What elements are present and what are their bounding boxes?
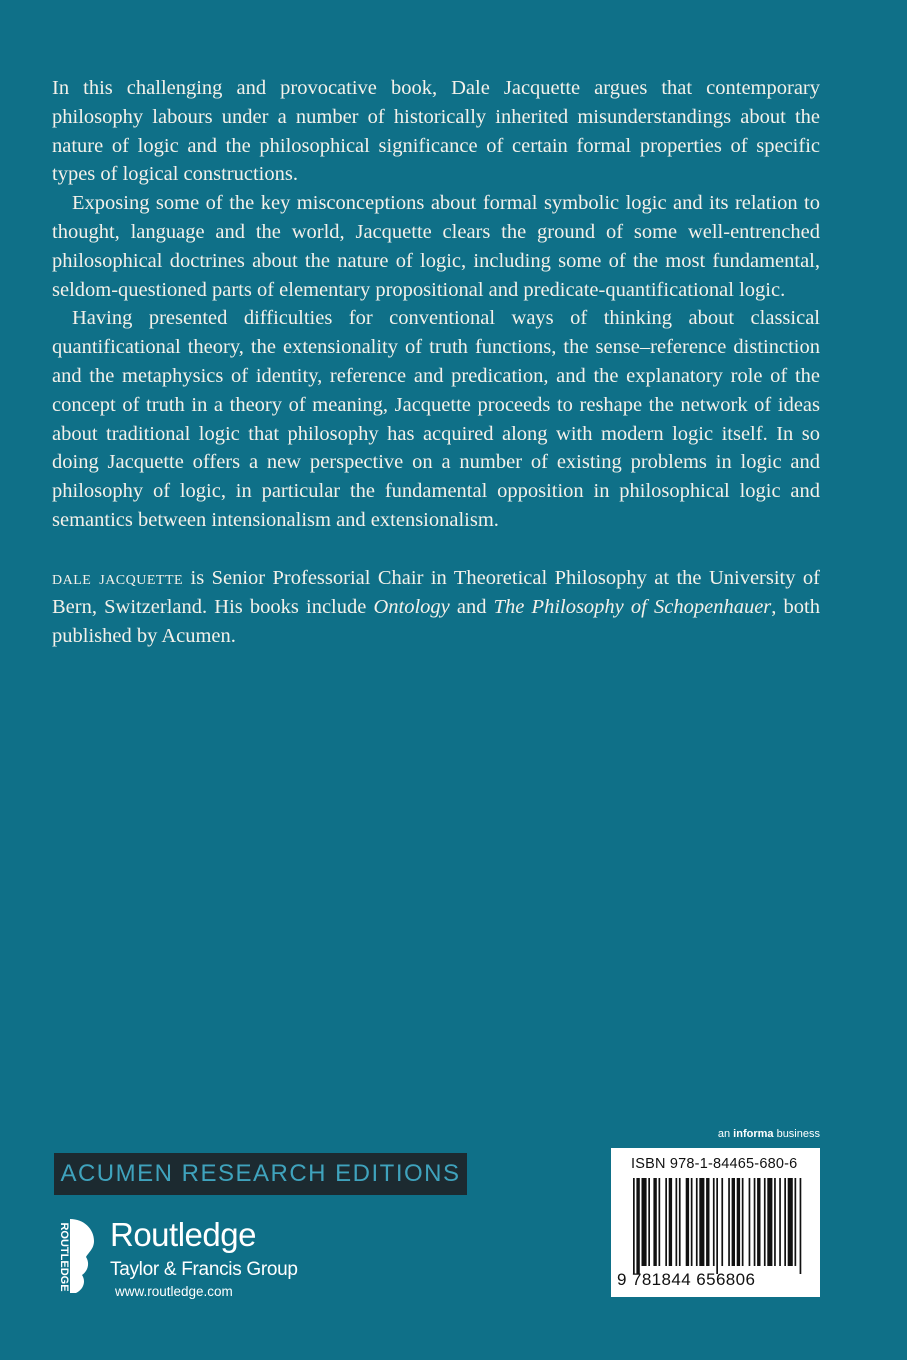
- barcode-bar: [800, 1178, 802, 1274]
- barcode-digits: 9 781844 656806: [617, 1270, 756, 1289]
- barcode-bar: [659, 1178, 661, 1266]
- routledge-emblem-icon: [50, 1215, 100, 1295]
- barcode-bar: [767, 1178, 772, 1266]
- bio-text-2: and: [449, 595, 494, 618]
- barcode-bar: [633, 1178, 635, 1274]
- barcode-bar: [691, 1178, 693, 1266]
- informa-tagline: [718, 1128, 820, 1140]
- barcode-bar: [764, 1178, 766, 1266]
- barcode-bar: [665, 1178, 667, 1266]
- author-name: dale jacquette: [52, 567, 184, 589]
- barcode-bar: [749, 1178, 751, 1266]
- publisher-group: Taylor & Francis Group: [110, 1259, 298, 1280]
- barcode-bar: [795, 1178, 797, 1266]
- barcode-bar: [648, 1178, 650, 1266]
- barcode-bar: [686, 1178, 689, 1266]
- isbn-barcode: [611, 1148, 820, 1297]
- bio-text-3: , both published by Acumen.: [52, 595, 820, 647]
- book-title-ontology: Ontology: [373, 595, 450, 618]
- blurb-paragraph-3: Having presented difficulties for conventional ways of thinking about classical quantificational theory, the extensionality of truth functions, the sense–reference distinction and the metaphysics of identity, reference and predication, and the explanatory role of the concept of truth in a theory of meaning, Jacquette proceeds to reshape the network of ideas about traditional logic that philosophy has acquired along with modern logic itself. In so doing Jacquette offers a new perspective on a number of existing problems in logic and philosophy of logic, in particular the fundamental opposition in philosophical logic and semantics between intensionalism and extensionalism.: [52, 307, 820, 531]
- isbn-label: ISBN 978-1-84465-680-6: [631, 1156, 798, 1172]
- blurb-paragraph-2: Exposing some of the key misconceptions about formal symbolic logic and its relation to thought, language and the world, Jacquette clears the ground of some well-entrenched philosophical doctrines about the nature of logic, including some of the most fundamental, seldom-questioned parts of elementary propositional and predicate-quantificational logic.: [52, 192, 820, 301]
- publisher-logo: [50, 1212, 350, 1312]
- barcode-bar: [779, 1178, 781, 1266]
- barcode-bar: [642, 1178, 647, 1266]
- barcode-bar: [732, 1178, 735, 1266]
- barcode-bar: [742, 1178, 744, 1266]
- barcode-bar: [676, 1178, 678, 1266]
- barcode-bar: [757, 1178, 760, 1266]
- barcode-bar: [669, 1178, 672, 1266]
- informa-prefix: an: [717, 1128, 734, 1140]
- publisher-name: Routledge: [110, 1216, 256, 1253]
- barcode-bar: [774, 1178, 776, 1266]
- barcode-bar: [696, 1178, 698, 1266]
- blurb-paragraph-1: In this challenging and provocative book, Dale Jacquette argues that contemporary philosophy labours under a number of historically inherited misunderstandings about the nature of logic and the philosophical significance of certain formal properties of specific types of logical constructions.: [52, 77, 820, 186]
- series-banner: [54, 1153, 467, 1195]
- barcode-bar: [721, 1178, 723, 1266]
- barcode-bar: [653, 1178, 656, 1266]
- barcode-bars: [633, 1178, 803, 1274]
- series-label: ACUMEN RESEARCH EDITIONS: [60, 1160, 461, 1187]
- barcode-bar: [699, 1178, 704, 1266]
- publisher-url: www.routledge.com: [115, 1284, 233, 1299]
- barcode-bar: [713, 1178, 715, 1266]
- back-cover-blurb: [52, 74, 820, 535]
- barcode-bar: [737, 1178, 740, 1266]
- barcode-bar: [784, 1178, 786, 1266]
- barcode-bar: [636, 1178, 639, 1274]
- informa-brand: informa: [733, 1128, 774, 1140]
- barcode-bar: [706, 1178, 709, 1266]
- informa-suffix: business: [773, 1128, 820, 1140]
- barcode-bar: [679, 1178, 681, 1266]
- author-bio: [52, 564, 820, 650]
- routledge-side-text: ROUTLEDGE: [58, 1222, 70, 1292]
- barcode-bar: [788, 1178, 793, 1266]
- barcode-bar: [728, 1178, 730, 1266]
- barcode-bar: [754, 1178, 756, 1266]
- barcode-bar: [716, 1178, 718, 1274]
- bio-text-1: is Senior Professorial Chair in Theoretical Philosophy at the University of Bern, Switzerland. His books include: [52, 567, 820, 618]
- book-title-schopenhauer: The Philosophy of Schopenhauer: [493, 595, 772, 618]
